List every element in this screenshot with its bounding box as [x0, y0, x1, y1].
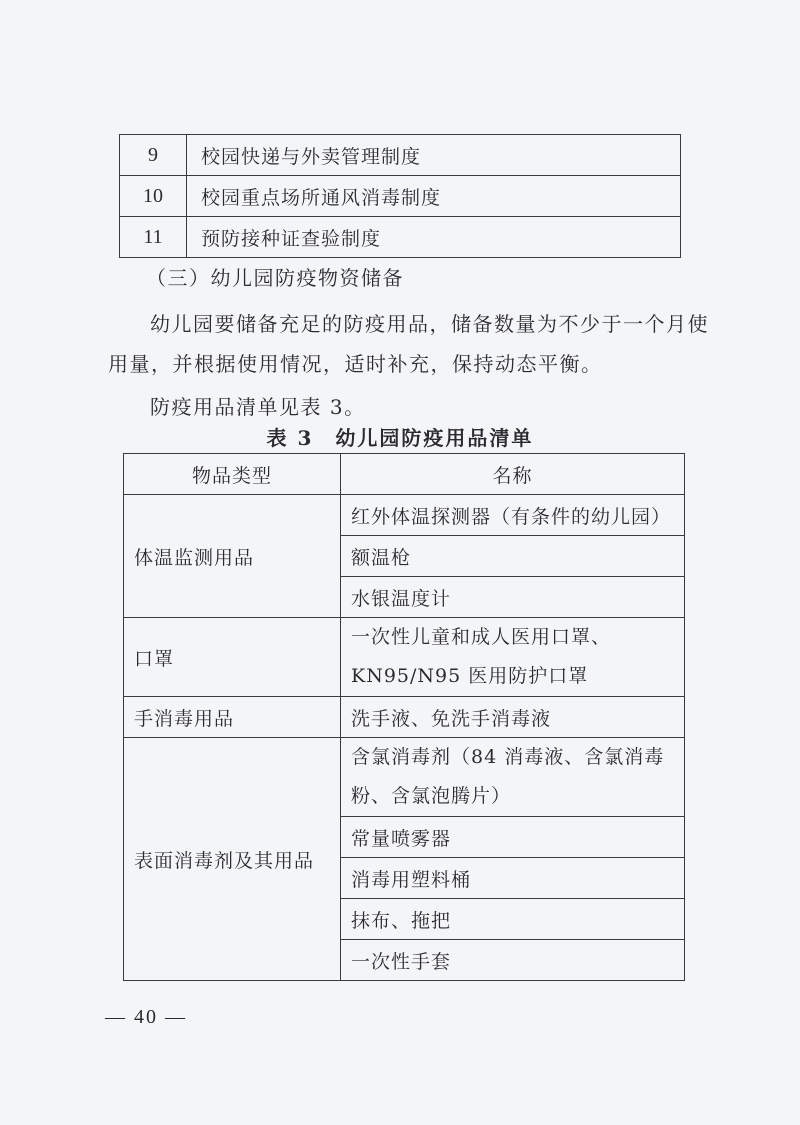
item-cell: 额温枪	[341, 536, 685, 577]
item-cell: 一次性手套	[341, 940, 685, 981]
paragraph-line: 幼儿园要储备充足的防疫用品，储备数量为不少于一个月使	[150, 312, 709, 336]
section-heading: （三）幼儿园防疫物资储备	[146, 266, 404, 290]
item-cell: 红外体温探测器（有条件的幼儿园）	[341, 495, 685, 536]
table-row	[120, 217, 681, 258]
table-row	[120, 176, 681, 217]
supplies-table	[123, 453, 685, 981]
item-cell: 消毒用塑料桶	[341, 858, 685, 899]
row-text: 校园快递与外卖管理制度	[187, 135, 681, 176]
item-cell: 抹布、拖把	[341, 899, 685, 940]
row-number: 9	[120, 135, 187, 176]
rules-table-continued	[119, 134, 681, 258]
table-header-row	[124, 454, 685, 495]
item-cell: 常量喷雾器	[341, 817, 685, 858]
page-number: — 40 —	[105, 1006, 187, 1028]
row-text: 预防接种证查验制度	[187, 217, 681, 258]
table-row	[124, 495, 685, 536]
category-cell: 体温监测用品	[124, 495, 341, 618]
item-text: 含氯消毒剂（84 消毒液、含氯消毒粉、含氯泡腾片）	[351, 746, 665, 807]
item-cell	[341, 738, 685, 817]
table-caption: 表 3 幼儿园防疫用品清单	[266, 426, 534, 450]
row-number: 10	[120, 176, 187, 217]
table-row	[124, 738, 685, 817]
paragraph: 防疫用品清单见表 3。	[150, 395, 366, 419]
item-cell: 洗手液、免洗手消毒液	[341, 697, 685, 738]
header-category: 物品类型	[124, 454, 341, 495]
table-row	[124, 697, 685, 738]
category-cell: 手消毒用品	[124, 697, 341, 738]
item-text: 一次性儿童和成人医用口罩、KN95/N95 医用防护口罩	[351, 626, 612, 687]
row-text: 校园重点场所通风消毒制度	[187, 176, 681, 217]
table-row	[120, 135, 681, 176]
category-cell: 表面消毒剂及其用品	[124, 738, 341, 981]
row-number: 11	[120, 217, 187, 258]
item-cell: 水银温度计	[341, 577, 685, 618]
paragraph-line: 用量，并根据使用情况，适时补充，保持动态平衡。	[108, 352, 603, 376]
item-cell	[341, 618, 685, 697]
header-name: 名称	[341, 454, 685, 495]
category-cell: 口罩	[124, 618, 341, 697]
table-row	[124, 618, 685, 697]
